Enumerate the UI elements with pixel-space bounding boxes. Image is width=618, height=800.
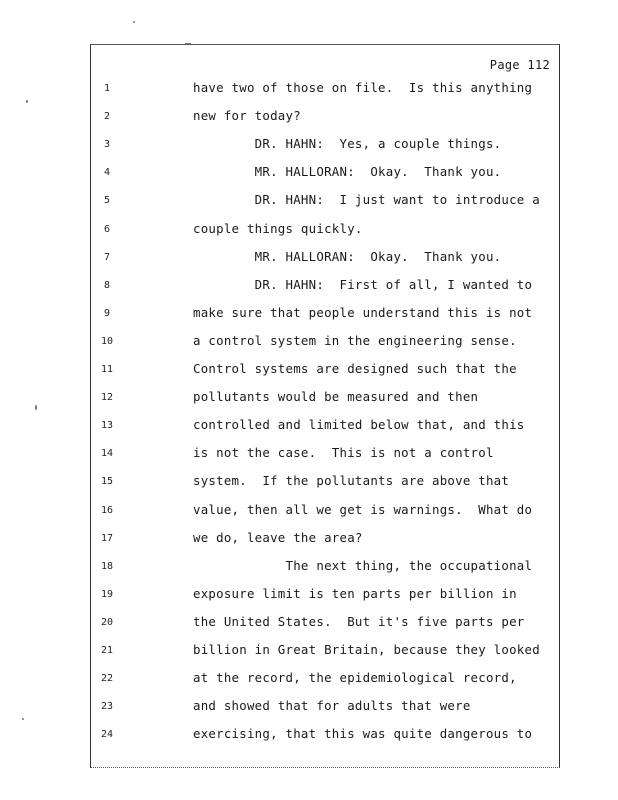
scan-speck xyxy=(35,405,37,410)
transcript-line-text: we do, leave the area? xyxy=(193,529,363,545)
transcript-line-text: DR. HAHN: First of all, I wanted to xyxy=(193,276,533,292)
line-number: 15 xyxy=(100,476,114,488)
line-number: 23 xyxy=(100,701,114,713)
transcript-line-text: MR. HALLORAN: Okay. Thank you. xyxy=(193,248,502,264)
transcript-page-frame xyxy=(90,44,560,768)
line-number: 19 xyxy=(100,588,114,600)
transcript-line-text: is not the case. This is not a control xyxy=(193,445,494,461)
line-number: 11 xyxy=(100,364,114,375)
transcript-line-text: DR. HAHN: Yes, a couple things. xyxy=(193,136,502,152)
line-number: 14 xyxy=(100,448,114,460)
line-number: 20 xyxy=(100,616,114,628)
transcript-line-text: couple things quickly. xyxy=(193,220,363,236)
transcript-line-text: make sure that people understand this is not xyxy=(193,304,533,320)
line-number: 4 xyxy=(103,167,111,179)
line-number: 6 xyxy=(103,223,111,235)
line-number: 22 xyxy=(100,673,114,685)
scan-speck xyxy=(133,21,135,23)
transcript-line-text: a control system in the engineering sense. xyxy=(193,332,517,348)
transcript-line-text: DR. HAHN: I just want to introduce a xyxy=(193,192,540,208)
line-number: 18 xyxy=(100,560,114,572)
transcript-line-text: system. If the pollutants are above that xyxy=(193,473,510,489)
transcript-line-text: and showed that for adults that were xyxy=(193,698,471,714)
line-number: 9 xyxy=(103,307,111,319)
line-number: 16 xyxy=(100,504,114,516)
transcript-line-text: new for today? xyxy=(193,108,301,124)
transcript-line-text: exposure limit is ten parts per billion in xyxy=(193,585,517,601)
line-number: 12 xyxy=(100,392,114,404)
transcript-line-text: Control systems are designed such that the xyxy=(193,361,517,376)
transcript-line-text: billion in Great Britain, because they looked xyxy=(193,642,540,657)
line-number: 24 xyxy=(100,729,114,741)
scan-speck xyxy=(185,43,191,44)
line-number: 5 xyxy=(103,195,111,207)
transcript-line-text: the United States. But it's five parts per xyxy=(193,613,525,629)
transcript-line-text: The next thing, the occupational xyxy=(193,557,533,573)
transcript-line-text: have two of those on file. Is this anything xyxy=(193,80,533,95)
transcript-line-text: controlled and limited below that, and this xyxy=(193,417,525,433)
page-number: Page 112 xyxy=(489,58,550,72)
scan-speck xyxy=(22,718,24,720)
line-number: 13 xyxy=(100,420,114,432)
line-number: 3 xyxy=(103,139,111,151)
line-number: 1 xyxy=(103,83,111,94)
scan-speck xyxy=(26,100,28,103)
line-number: 21 xyxy=(100,645,114,656)
transcript-line-text: exercising, that this was quite dangerous to xyxy=(193,726,533,742)
line-number: 2 xyxy=(103,111,111,123)
transcript-line-text: at the record, the epidemiological record, xyxy=(193,670,517,686)
line-number: 8 xyxy=(103,279,111,291)
line-number: 10 xyxy=(100,335,114,347)
line-number: 17 xyxy=(100,532,114,544)
transcript-line-text: value, then all we get is warnings. What do xyxy=(193,501,533,517)
transcript-line-text: pollutants would be measured and then xyxy=(193,389,479,405)
line-number: 7 xyxy=(103,251,111,263)
transcript-line-text: MR. HALLORAN: Okay. Thank you. xyxy=(193,164,502,180)
